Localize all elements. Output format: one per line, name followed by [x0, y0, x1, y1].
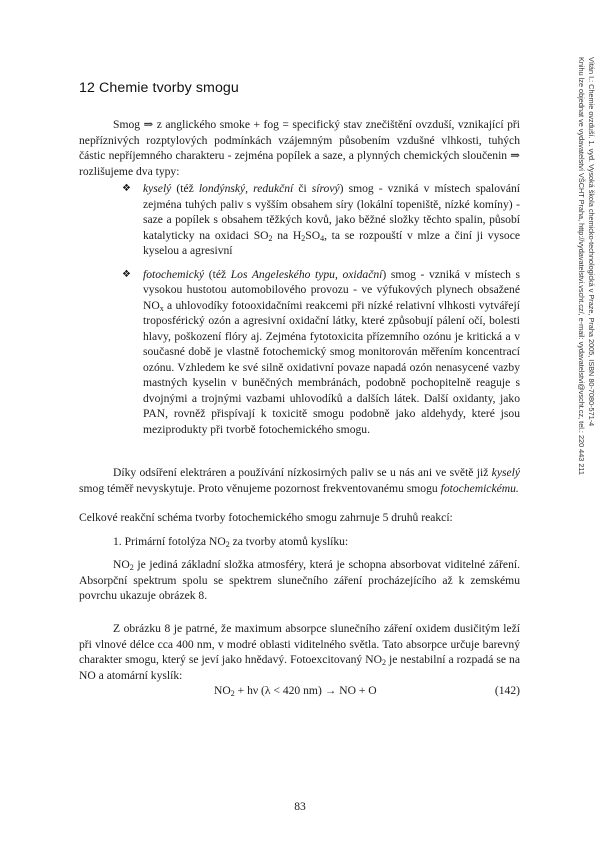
paragraph-celkove: Celkové reakční schéma tvorby fotochemického smogu zahrnuje 5 druhů reakcí:: [79, 511, 453, 524]
diamond-bullet-icon: ❖: [122, 183, 131, 194]
citation-sidebar: [566, 57, 596, 557]
aliases: londýnský, redukční: [198, 182, 294, 195]
implies-arrow: ⇒: [143, 118, 154, 131]
intro-text: z anglického smoke + fog = specifický stav znečištění ovzduší, vznikající při nepříznivých rozptylových podmínkách vzájemným působením vzdušné vlhkosti, tuhých částic nepříjemného charakteru - zejména popílek a saze, a plynných chemických sloučenin: [79, 118, 520, 162]
paragraph-diky: [79, 465, 520, 496]
aliases: Los Angeleského typu, oxidační: [230, 267, 383, 281]
smog-types-list: [122, 181, 520, 445]
text: či: [293, 182, 312, 195]
text: a uhlovodíky fotooxidačními reakcemi při nízké relativní vlhkosti vytvářejí troposférický ozón a agresivní oxidační látky, které způsobují pálení očí, bolesti hlavy, poškození flóry aj. Zejména fytotoxicita přízemního ozónu je kritická a v současné době je vlastně fotochemický smog monitorován měřením koncentrací ozónu. Vzhledem ke své silně oxidativní povaze napadá ozón nenasycené vazby mastných kyselin v buněčných membránách, podobně pochopitelně reaguje s dvojnými a trojnými vazbami uhlovodíků a dalších látek. Další oxidanty, jako PAN, rovněž přispívají k toxicitě smogu podobně jako aldehydy, které jsou meziprodukty při tvorbě fotochemického smogu.: [143, 298, 520, 436]
citation-line-1: Vítán I.: Chemie ovzduší. 1. vyd. Vysoká škola chemicko-technologická v Praze, Praha 2005, ISBN 80-7080-571-4: [587, 57, 596, 427]
intro-paragraph: [79, 117, 520, 179]
text: ): [382, 267, 387, 281]
term: fotochemický: [143, 267, 205, 281]
subscript: x: [159, 303, 164, 313]
subscript: 4: [320, 233, 325, 243]
alias: sírový: [311, 182, 340, 195]
text: 1. Primární fotolýza NO: [113, 535, 226, 548]
equation-formula: [214, 684, 377, 697]
subscript: 2: [129, 563, 134, 572]
text: NO: [214, 684, 231, 697]
text: je jediná základní složka atmosféry, která je schopna absorbovat viditelné záření. Absorpční spektrum spolu se spektrem slunečního záření procházejícího až k zemskému povrchu ukazuje obrázek 8.: [79, 558, 520, 602]
subscript: 2: [381, 658, 386, 667]
page-number: 83: [294, 800, 306, 813]
reaction-item-1: [79, 534, 520, 550]
text: Díky odsíření elektráren a používání nízkosirných paliv se u nás ani ve světě již: [113, 466, 492, 479]
text: smog téměř nevyskytuje. Proto věnujeme pozornost frekventovanému smogu: [79, 481, 441, 495]
list-item-photochemical-smog: [122, 267, 520, 438]
text: SO: [305, 228, 321, 242]
emphasis: kyselý: [491, 466, 520, 479]
text: NO: [113, 558, 130, 571]
diamond-bullet-icon: ❖: [122, 268, 131, 280]
intro-term: Smog: [113, 118, 141, 131]
chapter-title: 12 Chemie tvorby smogu: [79, 80, 239, 96]
subscript: 2: [230, 689, 235, 698]
text: je nestabilní a rozpadá se na NO a atomární kyslík:: [79, 653, 520, 682]
text: smog - vzniká v místech spalování zejména tuhých paliv s vyšším obsahem síry (lokální topeniště, nízké komíny) - saze a popílek s obsahem těžkých kovů, jako běžné složky těchto spalin, působí katalyticky na oxidaci SO: [143, 182, 520, 242]
text: za tvorby atomů kyslíku:: [229, 535, 349, 548]
text: (též: [204, 267, 231, 281]
citation-line-2: Knihu lze objednat ve vydavatelství VŠCHT Praha, http://vydavatelstvi.vscht.cz/, e-mail: vydavatelstvi@vscht.cz, tel.: 220 443 211: [577, 57, 586, 475]
text: (též: [171, 182, 199, 195]
emphasis: fotochemickému.: [440, 481, 519, 495]
text: , ta se rozpouští v mlze a činí ji vysoce kyselou a agresivní: [143, 228, 520, 257]
text: na H: [272, 228, 302, 242]
intro-text-end: rozlišujeme dva typy:: [79, 164, 180, 178]
term: kyselý: [143, 182, 172, 195]
subscript: 2: [301, 233, 306, 243]
list-item-acid-smog: [122, 181, 520, 259]
subscript: 2: [268, 233, 273, 243]
text: + hν (λ < 420 nm) → NO + O: [234, 684, 377, 697]
text: ): [339, 182, 344, 195]
paragraph-z-obrazku: [79, 621, 520, 683]
subscript: 2: [225, 540, 230, 549]
paragraph-no2: [79, 557, 520, 604]
text: smog - vzniká v místech s vysokou hustotou automobilového provozu - ve výfukových plynech obsažené NO: [143, 267, 521, 312]
equation-number: (142): [494, 684, 520, 697]
implies-arrow: ⇒: [510, 149, 520, 162]
text: Z obrázku 8 je patrné, že maximum absorpce slunečního záření oxidem dusičitým leží při vlnové délce cca 400 nm, v modré oblasti viditelného světla. Tato absorpce určuje barevný charakter smogu, který se jeví jako hnědavý. Fotoexcitovaný NO: [79, 622, 520, 666]
